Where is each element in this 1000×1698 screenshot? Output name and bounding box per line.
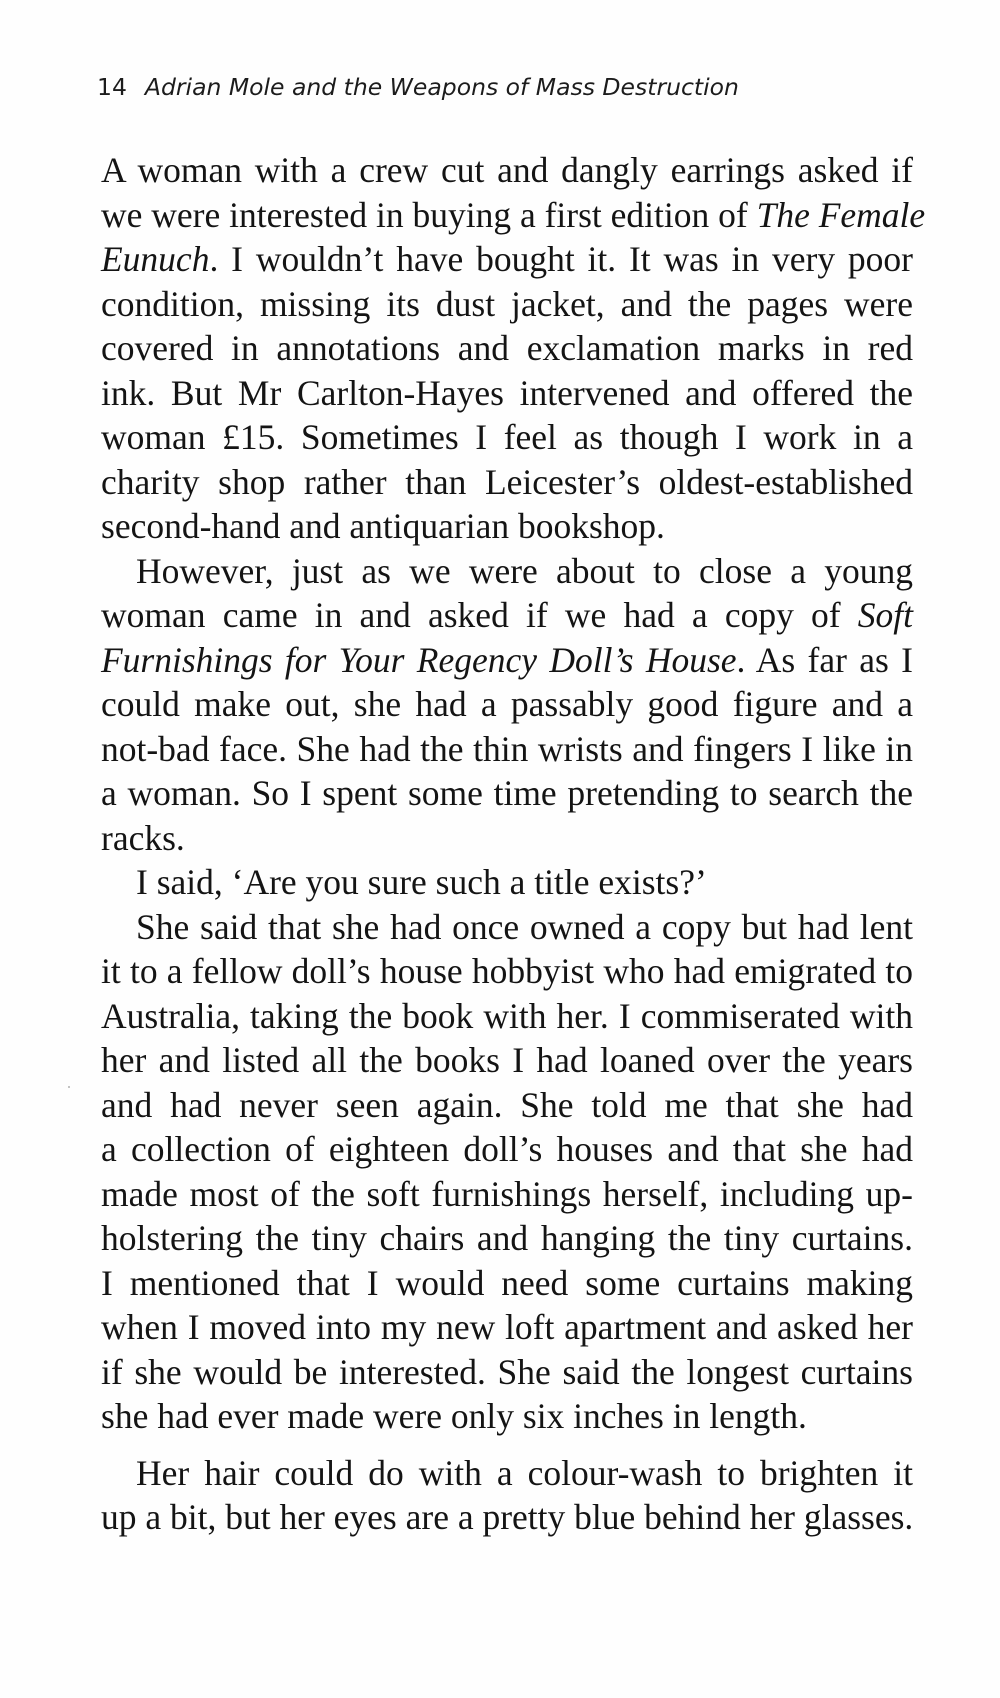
text-span: woman £15. Sometimes I feel as though I work in a <box>101 417 913 457</box>
scan-speck <box>68 1086 70 1088</box>
text-span: . I wouldn’t have bought it. It was in very poor <box>209 239 913 279</box>
text-span: she had ever made were only six inches in length. <box>101 1396 807 1436</box>
text-line <box>101 1350 913 1395</box>
body-text <box>101 148 926 1540</box>
text-span: made most of the soft furnishings herself, including up- <box>101 1173 913 1214</box>
text-line <box>101 549 913 594</box>
text-line <box>101 860 913 905</box>
text-line <box>101 905 913 950</box>
text-span: charity shop rather than Leicester’s oldest-established <box>101 461 913 502</box>
text-span: I mentioned that I would need some curtains making <box>101 1262 913 1303</box>
text-span: covered in annotations and exclamation marks in red <box>101 328 913 368</box>
text-line <box>101 193 926 238</box>
italic-title: Soft <box>857 595 913 635</box>
text-line <box>101 1394 913 1439</box>
text-line <box>101 1127 913 1172</box>
text-line <box>101 415 913 460</box>
text-span: Her hair could do with a colour-wash to brighten it <box>136 1452 913 1493</box>
italic-title: Furnishings for Your Regency Doll’s House <box>101 639 737 680</box>
text-span: a collection of eighteen doll’s houses and that she had <box>101 1129 913 1169</box>
text-span: up a bit, but her eyes are a pretty blue behind her glasses. <box>101 1497 914 1537</box>
italic-title: The Female <box>756 194 926 235</box>
text-line <box>101 771 913 816</box>
text-line <box>101 282 913 327</box>
text-span: ink. But Mr Carlton-Hayes intervened and offered the <box>101 372 913 413</box>
text-span: when I moved into my new loft apartment and asked her <box>101 1307 913 1347</box>
text-line <box>101 1261 913 1306</box>
text-span: if she would be interested. She said the longest curtains <box>101 1351 913 1392</box>
text-span: holstering the tiny chairs and hanging the tiny curtains. <box>101 1218 913 1258</box>
text-span: not-bad face. She had the thin wrists and fingers I like in <box>101 728 913 769</box>
text-line <box>101 1083 913 1128</box>
text-line <box>101 148 913 193</box>
text-line <box>101 326 913 371</box>
text-line <box>101 1305 913 1350</box>
text-line <box>101 593 913 638</box>
text-span: and had never seen again. She told me that she had <box>101 1084 913 1125</box>
text-line <box>101 504 913 549</box>
text-span: second-hand and antiquarian bookshop. <box>101 506 665 546</box>
italic-title: Eunuch <box>101 239 210 279</box>
book-title: Adrian Mole and the Weapons of Mass Destruction <box>144 73 739 101</box>
text-line <box>101 237 913 282</box>
page-number: 14 <box>97 73 127 101</box>
text-line <box>101 1451 913 1496</box>
text-span: . As far as I <box>736 639 913 680</box>
text-span: could make out, she had a passably good figure and a <box>101 684 913 724</box>
text-line <box>101 1172 913 1217</box>
text-line <box>101 460 913 505</box>
text-span: Australia, taking the book with her. I commiserated with <box>101 995 913 1036</box>
text-line <box>101 1216 913 1261</box>
text-span: racks. <box>101 817 185 858</box>
text-line <box>101 727 913 772</box>
text-span: woman came in and asked if we had a copy of <box>101 595 858 635</box>
text-span: it to a fellow doll’s house hobbyist who had emigrated to <box>101 951 913 991</box>
text-line <box>101 994 913 1039</box>
text-span: A woman with a crew cut and dangly earrings asked if <box>101 150 913 190</box>
text-line <box>101 1495 913 1540</box>
running-head <box>97 72 739 102</box>
text-line <box>101 949 913 994</box>
text-span: However, just as we were about to close a young <box>136 550 913 591</box>
text-span: a woman. So I spent some time pretending to search the <box>101 773 913 813</box>
text-line <box>101 816 913 861</box>
text-span: her and listed all the books I had loaned over the years <box>101 1040 913 1080</box>
text-line <box>101 371 913 416</box>
text-line <box>101 638 913 683</box>
text-span: condition, missing its dust jacket, and the pages were <box>101 283 913 324</box>
text-span: we were interested in buying a first edition of <box>101 194 757 235</box>
text-line <box>101 1038 913 1083</box>
text-span: I said, ‘Are you sure such a title exists?’ <box>136 862 707 902</box>
text-span: She said that she had once owned a copy but had lent <box>136 906 913 947</box>
text-line <box>101 682 913 727</box>
